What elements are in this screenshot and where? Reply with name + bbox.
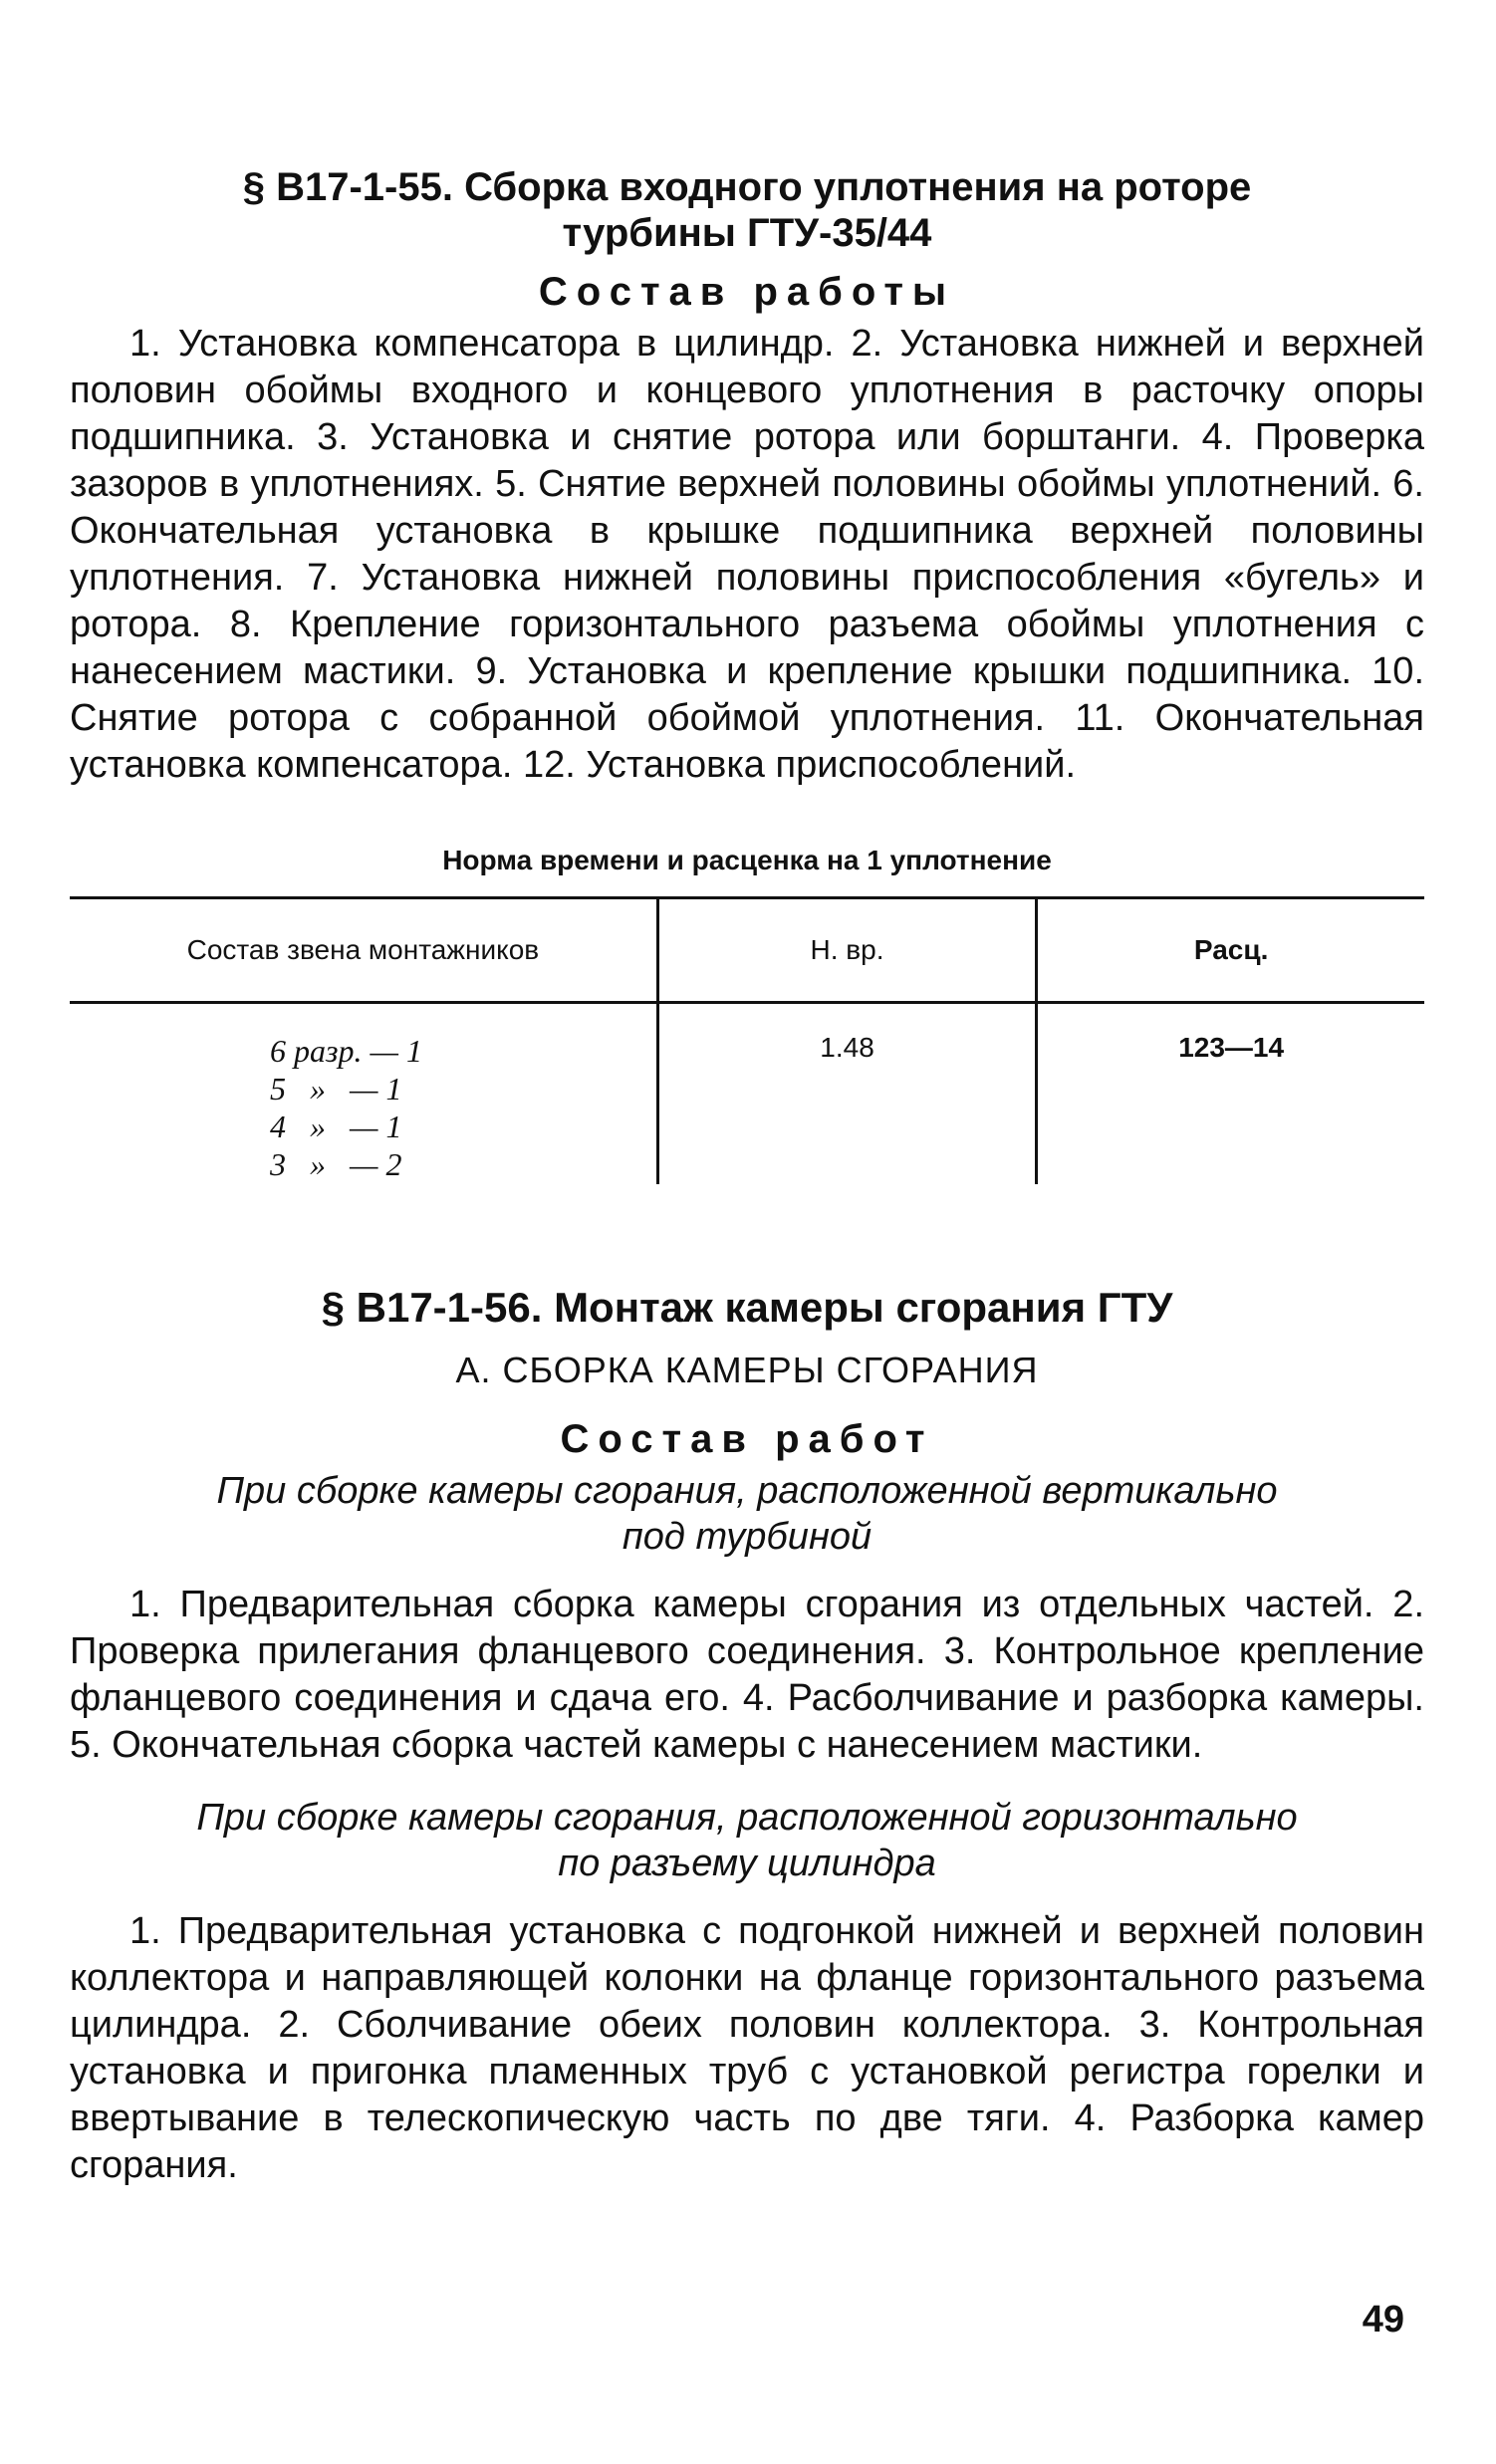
case-horizontal-heading-line1: При сборке камеры сгорания, расположенной горизонтально bbox=[196, 1797, 1298, 1839]
table-row bbox=[70, 1003, 1424, 1185]
document-page bbox=[70, 164, 1424, 2189]
crew-cell bbox=[70, 1003, 657, 1185]
rate-cell: 123—14 bbox=[1037, 1003, 1424, 1185]
section-title-line2: турбины ГТУ-35/44 bbox=[562, 211, 932, 255]
section-title-b17-1-56: § В17-1-56. Монтаж камеры сгорания ГТУ bbox=[321, 1284, 1173, 1331]
crew-row: 3 » — 2 bbox=[270, 1146, 402, 1182]
crew-row: 6 разр. — 1 bbox=[270, 1033, 422, 1069]
section-title-b17-1-55 bbox=[70, 164, 1424, 256]
page-number: 49 bbox=[1362, 2299, 1404, 2341]
case-vertical-heading bbox=[70, 1468, 1424, 1560]
work-composition-text: 1. Установка компенсатора в цилиндр. 2. Установка нижней и верхней половин обоймы входного и концевого уплотнения в расточку опоры подшипника. 3. Установка и снятие ротора или борштанги. 4. Проверка зазоров в уплотнениях. 5. Снятие верхней половины обоймы уплотнений. 6. Окончательная установка в крышке подшипника верхней половины уплотнения. 7. Установка нижней половины приспособления «бугель» и ротора. 8. Крепление горизонтального разъема обоймы уплотнения с нанесением мастики. 9. Установка и крепление крышки подшипника. 10. Снятие ротора с собранной обоймой уплотнения. 11. Окончательная установка компенсатора. 12. Установка приспособлений. bbox=[70, 323, 1424, 786]
header-crew: Состав звена монтажников bbox=[70, 898, 657, 1003]
crew-row: 4 » — 1 bbox=[270, 1109, 402, 1144]
table-caption: Норма времени и расценка на 1 уплотнение bbox=[442, 845, 1052, 875]
case-vertical-heading-line1: При сборке камеры сгорания, расположенной вертикально bbox=[216, 1470, 1278, 1512]
works-composition-heading: Состав работ bbox=[560, 1417, 934, 1461]
case-horizontal-heading-line2: по разъему цилиндра bbox=[558, 1843, 936, 1884]
norm-time-cell: 1.48 bbox=[657, 1003, 1037, 1185]
subsection-title: А. СБОРКА КАМЕРЫ СГОРАНИЯ bbox=[455, 1350, 1039, 1390]
crew-list bbox=[71, 1032, 655, 1183]
case-horizontal-text: 1. Предварительная установка с подгонкой нижней и верхней половин коллектора и направляющей колонки на фланце горизонтального разъема цилиндра. 2. Сболчивание обеих половин коллектора. 3. Контрольная установка и пригонка пламенных труб с установкой регистра горелки и ввертывание в телескопическую часть по две тяги. 4. Разборка камер сгорания. bbox=[70, 1910, 1424, 2186]
case-vertical-text: 1. Предварительная сборка камеры сгорания из отдельных частей. 2. Проверка прилегания фланцевого соединения. 3. Контрольное крепление фланцевого соединения и сдача его. 4. Расболчивание и разборка камеры. 5. Окончательная сборка частей камеры с нанесением мастики. bbox=[70, 1584, 1424, 1766]
work-composition-heading: Состав работы bbox=[538, 270, 956, 314]
case-horizontal-heading bbox=[70, 1795, 1424, 1886]
table-header-row bbox=[70, 898, 1424, 1003]
crew-row: 5 » — 1 bbox=[270, 1071, 402, 1107]
section-title-line1: § В17-1-55. Сборка входного уплотнения на роторе bbox=[242, 165, 1252, 209]
header-norm-time: Н. вр. bbox=[657, 898, 1037, 1003]
case-vertical-heading-line2: под турбиной bbox=[622, 1516, 873, 1558]
header-rate: Расц. bbox=[1037, 898, 1424, 1003]
norm-table bbox=[70, 896, 1424, 1184]
